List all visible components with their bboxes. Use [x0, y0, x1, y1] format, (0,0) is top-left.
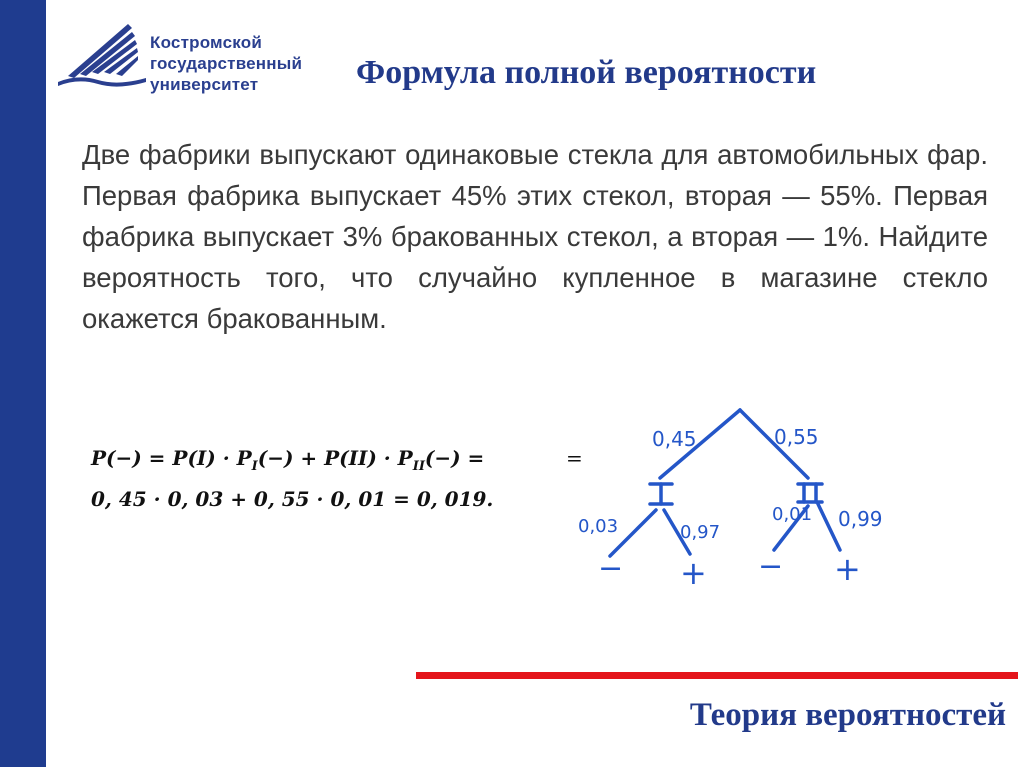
university-logo	[58, 22, 328, 102]
tree-leaf-plus-2: +	[834, 550, 861, 588]
formula-line-2: 0, 45 · 0, 03 + 0, 55 · 0, 01 = 0, 019.	[91, 487, 494, 511]
tree-leaf-minus-2: −	[758, 549, 784, 584]
accent-line	[416, 672, 1018, 679]
logo-line-3: университет	[150, 75, 259, 94]
tree-prob-055: 0,55	[774, 425, 819, 449]
tree-prob-097: 0,97	[680, 522, 721, 543]
logo-line-1: Костромской	[150, 33, 262, 52]
formula-line-1: $P(-) = P(I) \cdot P_I(-) + P(II) \cdot P_{II}(-)$ =	[91, 446, 485, 474]
formula	[91, 442, 493, 515]
logo-text	[150, 32, 302, 95]
logo-line-2: государственный	[150, 54, 303, 73]
problem-text: Две фабрики выпускают одинаковые стекла для автомобильных фар. Первая фабрика выпускает 45% этих стекол, вторая — 55%. Первая фабрика выпускает 3% бракованных стекол, а вторая — 1%. Найдите вероятность того, что случайно купленное в магазине стекло окажется бракованным.	[82, 139, 988, 334]
tree-leaf-minus-1: −	[598, 551, 624, 586]
slide-title: Формула полной вероятности	[356, 54, 817, 91]
tree-prob-001: 0,01	[772, 504, 813, 525]
probability-tree	[568, 398, 908, 598]
side-bar	[0, 0, 46, 767]
tree-prob-003: 0,03	[578, 516, 619, 537]
equals-sign: =	[566, 446, 583, 470]
tree-leaf-plus-1: +	[680, 554, 707, 592]
tree-prob-045: 0,45	[652, 427, 697, 451]
tree-prob-099: 0,99	[838, 507, 883, 531]
logo-emblem-icon	[58, 22, 148, 102]
footer-title: Теория вероятностей	[689, 697, 1006, 733]
